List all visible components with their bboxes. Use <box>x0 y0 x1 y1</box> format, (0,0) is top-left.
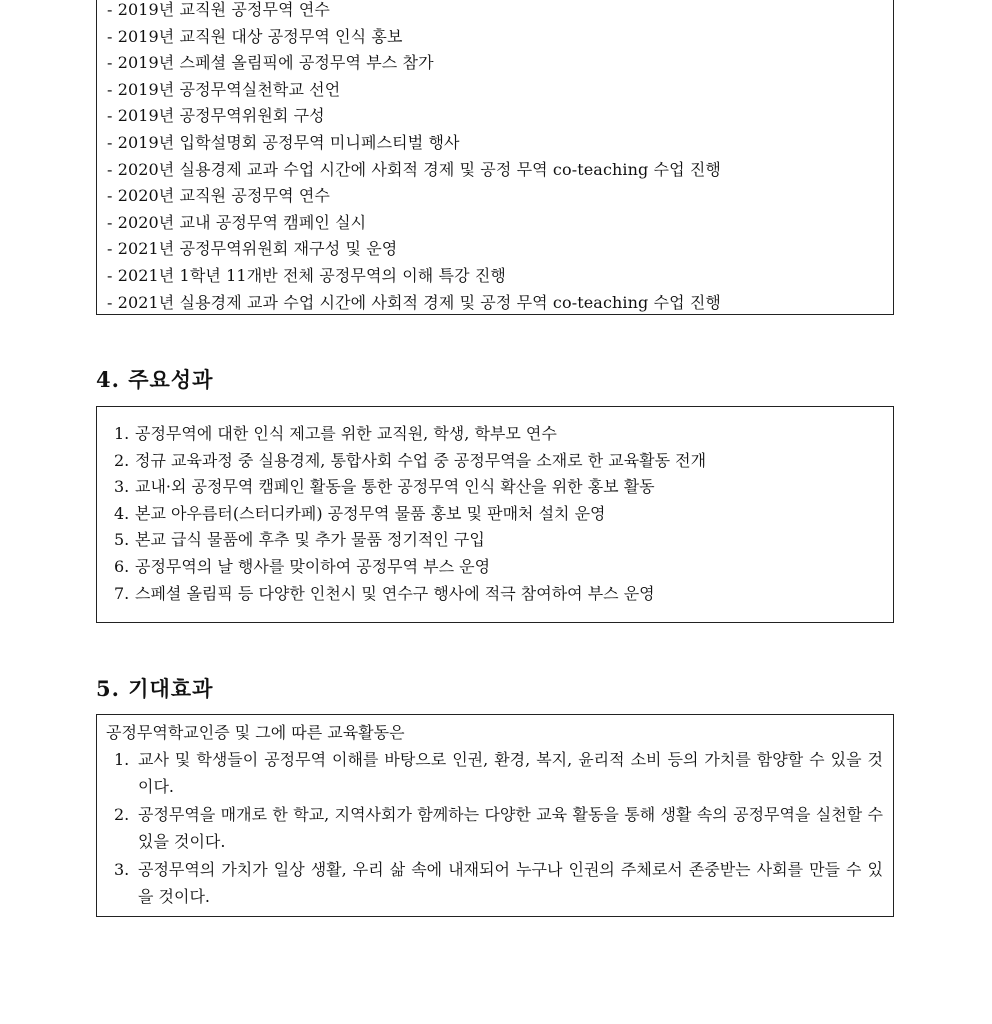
item-text: 공정무역의 날 행사를 맞이하여 공정무역 부스 운영 <box>135 556 491 576</box>
effect-item <box>106 856 883 910</box>
item-text: 교사 및 학생들이 공정무역 이해를 바탕으로 인권, 환경, 복지, 윤리적 소비 등의 가치를 함양할 수 있을 것이다. <box>138 750 883 796</box>
section-5-heading: 5. 기대효과 <box>96 676 214 701</box>
achievement-item <box>114 554 881 581</box>
expected-effects-box <box>96 714 894 917</box>
activity-item: - 2019년 공정무역실천학교 선언 <box>107 79 341 99</box>
item-text: 스페셜 올림픽 등 다양한 인천시 및 연수구 행사에 적극 참여하여 부스 운영 <box>135 583 655 603</box>
activity-history-box <box>96 0 894 315</box>
activity-item: - 2019년 교직원 공정무역 연수 <box>107 0 330 19</box>
item-number: 1. <box>114 424 130 443</box>
effect-item <box>106 746 883 800</box>
item-text: 정규 교육과정 중 실용경제, 통합사회 수업 중 공정무역을 소재로 한 교육활동 전개 <box>135 450 707 470</box>
achievement-item <box>114 527 881 554</box>
item-text: 교내·외 공정무역 캠페인 활동을 통한 공정무역 인식 확산을 위한 홍보 활동 <box>135 477 655 497</box>
achievement-item <box>114 474 881 501</box>
activity-item: - 2020년 교내 공정무역 캠페인 실시 <box>107 212 367 232</box>
effect-item <box>106 801 883 855</box>
activity-item: - 2019년 공정무역위원회 구성 <box>107 106 325 126</box>
achievement-item <box>114 501 881 528</box>
activity-item: - 2020년 교직원 공정무역 연수 <box>107 186 330 206</box>
activity-item: - 2019년 입학설명회 공정무역 미니페스티벌 행사 <box>107 132 460 152</box>
item-number: 1. <box>114 750 130 769</box>
activity-item: - 2019년 교직원 대상 공정무역 인식 홍보 <box>107 26 403 46</box>
item-number: 4. <box>114 503 130 523</box>
activity-item: - 2021년 1학년 11개반 전체 공정무역의 이해 특강 진행 <box>107 265 506 285</box>
item-number: 5. <box>114 530 130 550</box>
item-text: 공정무역의 가치가 일상 생활, 우리 삶 속에 내재되어 누구나 인권의 주체로서 존중받는 사회를 만들 수 있을 것이다. <box>138 860 883 906</box>
item-number: 2. <box>114 450 130 470</box>
achievement-item <box>114 421 881 448</box>
item-text: 공정무역에 대한 인식 제고를 위한 교직원, 학생, 학부모 연수 <box>135 424 557 443</box>
achievement-item <box>114 448 881 475</box>
item-number: 6. <box>114 556 130 576</box>
item-number: 3. <box>114 860 130 879</box>
section-4-heading: 4. 주요성과 <box>96 367 214 392</box>
activity-item: - 2019년 스페셜 올림픽에 공정무역 부스 참가 <box>107 53 434 73</box>
item-number: 3. <box>114 477 130 497</box>
item-text: 본교 아우름터(스터디카페) 공정무역 물품 홍보 및 판매처 설치 운영 <box>135 503 606 523</box>
expected-effects-intro: 공정무역학교인증 및 그에 따른 교육활동은 <box>106 723 405 742</box>
item-text: 본교 급식 물품에 후추 및 추가 물품 정기적인 구입 <box>135 530 485 550</box>
item-text: 공정무역을 매개로 한 학교, 지역사회가 함께하는 다양한 교육 활동을 통해 생활 속의 공정무역을 실천할 수 있을 것이다. <box>138 805 883 851</box>
key-achievements-box <box>96 406 894 623</box>
achievement-item <box>114 581 881 608</box>
item-number: 2. <box>114 805 130 824</box>
item-number: 7. <box>114 583 130 603</box>
activity-item: - 2021년 공정무역위원회 재구성 및 운영 <box>107 239 398 259</box>
activity-item: - 2021년 실용경제 교과 수업 시간에 사회적 경제 및 공정 무역 co-teaching 수업 진행 <box>107 292 721 312</box>
activity-item: - 2020년 실용경제 교과 수업 시간에 사회적 경제 및 공정 무역 co-teaching 수업 진행 <box>107 159 721 179</box>
